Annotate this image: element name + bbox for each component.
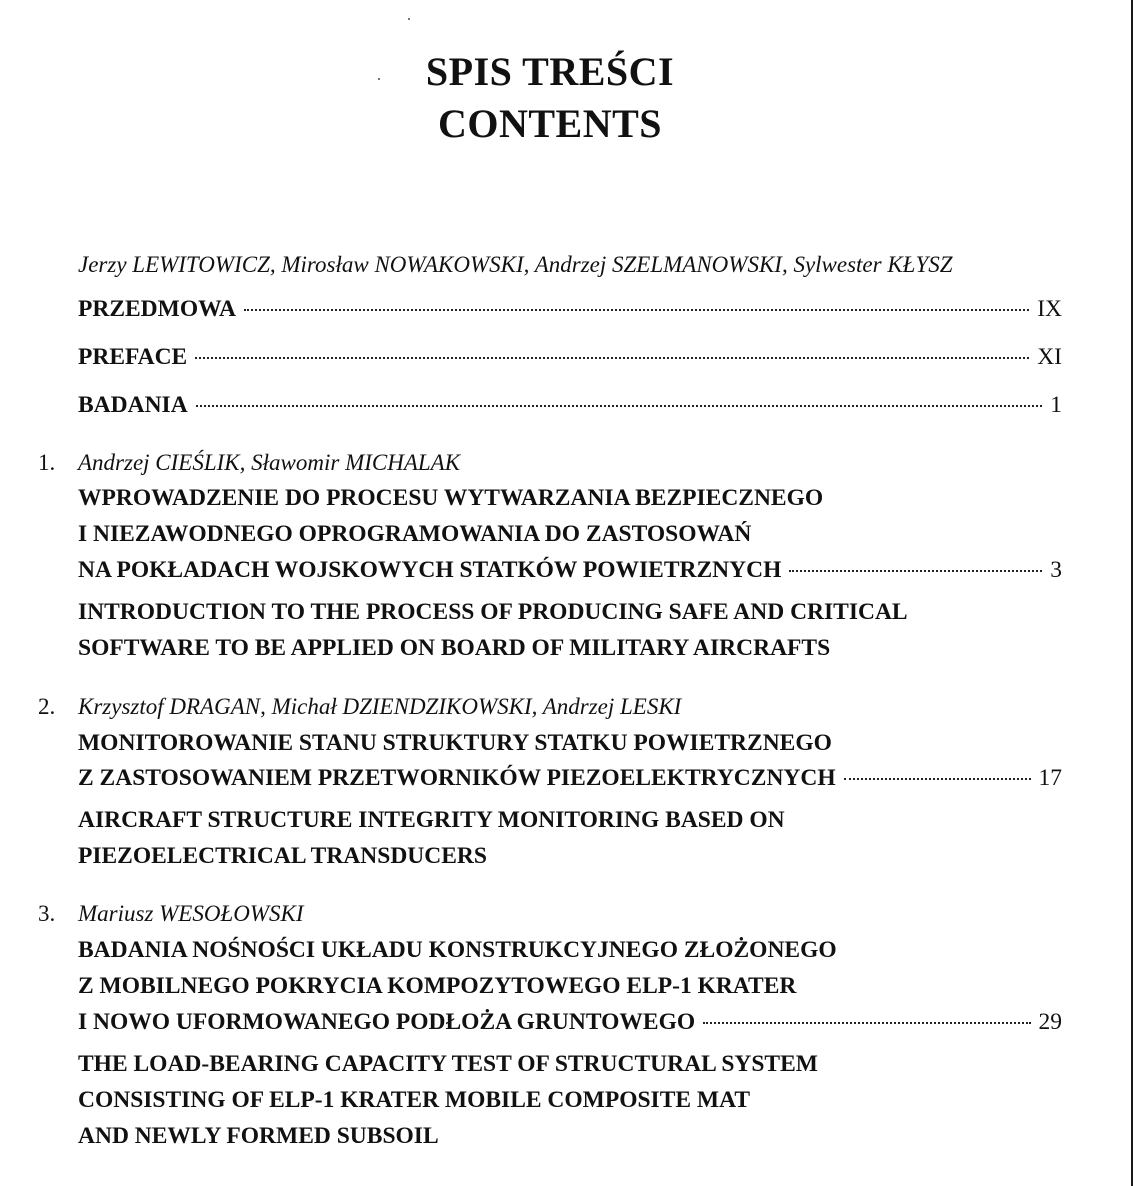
entry-number: 2. [38, 694, 56, 719]
entry-authors: Andrzej CIEŚLIK, Sławomir MICHALAK [78, 450, 461, 475]
page-number: 17 [1038, 765, 1062, 791]
page-title-polish: SPIS TREŚCI [425, 49, 675, 94]
page-title-english: CONTENTS [437, 101, 663, 146]
dot-leader [196, 405, 1043, 407]
toc-label: BADANIA [78, 392, 188, 418]
dot-leader [195, 357, 1029, 359]
entry-title-english-line: SOFTWARE TO BE APPLIED ON BOARD OF MILITARY AIRCRAFTS [78, 635, 831, 661]
toc-label: PRZEDMOWA [78, 296, 236, 322]
entry-title-english-line: AIRCRAFT STRUCTURE INTEGRITY MONITORING BASED ON [78, 807, 785, 833]
entry-number: 1. [38, 450, 56, 475]
dot-leader [244, 309, 1029, 311]
toc-row-badania[interactable] [78, 392, 1062, 419]
entry-title-english-line: THE LOAD-BEARING CAPACITY TEST OF STRUCTURAL SYSTEM [78, 1051, 818, 1077]
page-number: 3 [1050, 557, 1062, 583]
dot-leader [844, 778, 1031, 780]
entry-title-english-line: INTRODUCTION TO THE PROCESS OF PRODUCING SAFE AND CRITICAL [78, 599, 908, 625]
entry-title-polish-line: I NIEZAWODNEGO OPROGRAMOWANIA DO ZASTOSOWAŃ [78, 521, 752, 547]
entry-title-polish-line: MONITOROWANIE STANU STRUKTURY STATKU POWIETRZNEGO [78, 730, 832, 756]
entry-authors: Krzysztof DRAGAN, Michał DZIENDZIKOWSKI, Andrzej LESKI [78, 694, 682, 719]
toc-row-preface[interactable] [78, 344, 1062, 371]
entry-authors: Mariusz WESOŁOWSKI [78, 901, 304, 926]
toc-row-przedmowa[interactable] [78, 296, 1062, 323]
front-authors: Jerzy LEWITOWICZ, Mirosław NOWAKOWSKI, Andrzej SZELMANOWSKI, Sylwester KŁYSZ [78, 252, 953, 277]
dot-leader [789, 570, 1042, 572]
entry-title-polish-line: WPROWADZENIE DO PROCESU WYTWARZANIA BEZPIECZNEGO [78, 485, 824, 511]
toc-row-entry-2[interactable] [78, 765, 1062, 792]
entry-title-english-line: CONSISTING OF ELP-1 KRATER MOBILE COMPOSITE MAT [78, 1087, 750, 1113]
toc-label: PREFACE [78, 344, 188, 370]
entry-title-polish-line: I NOWO UFORMOWANEGO PODŁOŻA GRUNTOWEGO [78, 1009, 696, 1035]
dot-leader [703, 1022, 1030, 1024]
page-number: 29 [1038, 1009, 1062, 1035]
entry-title-polish-line: Z ZASTOSOWANIEM PRZETWORNIKÓW PIEZOELEKTRYCZNYCH [78, 765, 836, 791]
page-number: XI [1037, 344, 1062, 370]
page-number: IX [1037, 296, 1062, 322]
entry-title-english-line: AND NEWLY FORMED SUBSOIL [78, 1123, 439, 1149]
toc-row-entry-1[interactable] [78, 557, 1062, 584]
scan-speck [408, 18, 410, 20]
entry-title-polish-line: Z MOBILNEGO POKRYCIA KOMPOZYTOWEGO ELP-1 KRATER [78, 973, 797, 999]
page-edge [1131, 0, 1133, 1186]
entry-title-polish-line: BADANIA NOŚNOŚCI UKŁADU KONSTRUKCYJNEGO ZŁOŻONEGO [78, 937, 837, 963]
entry-number: 3. [38, 901, 56, 926]
entry-title-polish-line: NA POKŁADACH WOJSKOWYCH STATKÓW POWIETRZNYCH [78, 557, 782, 583]
entry-title-english-line: PIEZOELECTRICAL TRANSDUCERS [78, 843, 487, 869]
toc-row-entry-3[interactable] [78, 1009, 1062, 1036]
page-number: 1 [1050, 392, 1062, 418]
